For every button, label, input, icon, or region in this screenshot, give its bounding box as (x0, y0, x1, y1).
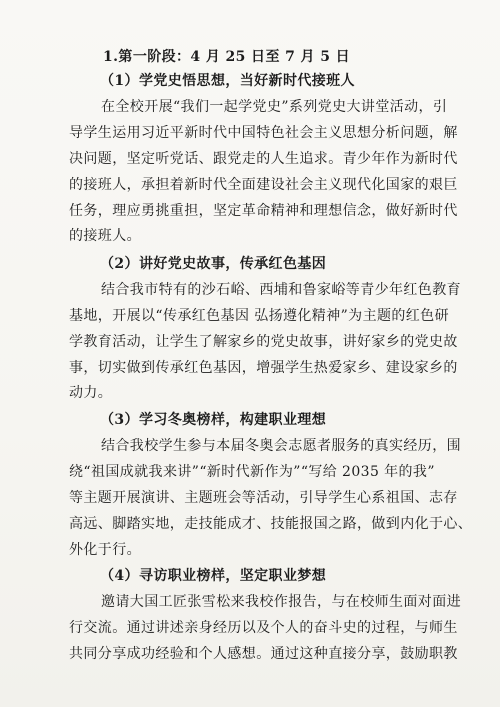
paragraph-line: 绕“祖国成就我来讲”“新时代新作为”“写给 2035 年的我” (69, 464, 435, 480)
paragraph-line: 导学生运用习近平新时代中国特色社会主义思想分析问题，解 (69, 125, 458, 141)
paragraph-line: 高远、脚踏实地，走技能成才、技能报国之路，做到内化于心、 (69, 516, 473, 532)
paragraph-line: 任务，理应勇挑重担，坚定革命精神和理想信念，做好新时代 (69, 203, 458, 219)
paragraph-line: 动力。 (69, 385, 113, 401)
paragraph-line: 共同分享成功经验和个人感想。通过这种直接分享，鼓励职教 (69, 646, 458, 662)
paragraph-line: 决问题，坚定听党话、跟党走的人生追求。青少年作为新时代 (69, 151, 458, 167)
section-heading-2: （2）讲好党史故事，传承红色基因 (100, 256, 327, 272)
paragraph-line: 基地，开展以“传承红色基因 弘扬遵化精神”为主题的红色研 (69, 308, 449, 324)
phase-heading: 1.第一阶段：4 月 25 日至 7 月 5 日 (103, 49, 351, 65)
paragraph-line: 邀请大国工匠张雪松来我校作报告，与在校师生面对面进 (101, 594, 461, 610)
paragraph-line: 等主题开展演讲、主题班会等活动，引导学生心系祖国、志存 (69, 490, 458, 506)
section-heading-3: （3）学习冬奥榜样，构建职业理想 (100, 412, 327, 428)
paragraph-line: 外化于行。 (69, 542, 141, 558)
section-heading-4: （4）寻访职业榜样，坚定职业梦想 (100, 568, 327, 584)
section-heading-1: （1）学党史悟思想，当好新时代接班人 (100, 73, 355, 89)
paragraph-line: 结合我市特有的沙石峪、西埔和鲁家峪等青少年红色教育 (101, 282, 461, 298)
paragraph-line: 在全校开展“我们一起学党史”系列党史大讲堂活动，引 (101, 99, 448, 115)
paragraph-line: 结合我校学生参与本届冬奥会志愿者服务的真实经历，围 (101, 438, 461, 454)
paragraph-line: 行交流。通过讲述亲身经历以及个人的奋斗史的过程，与师生 (69, 620, 458, 636)
paragraph-line: 的接班人，承担着新时代全面建设社会主义现代化国家的艰巨 (69, 177, 458, 193)
paragraph-line: 的接班人。 (69, 228, 141, 244)
paragraph-line: 学教育活动，让学生了解家乡的党史故事，讲好家乡的党史故 (69, 334, 458, 350)
paragraph-line: 事，切实做到传承红色基因，增强学生热爱家乡、建设家乡的 (69, 360, 458, 376)
